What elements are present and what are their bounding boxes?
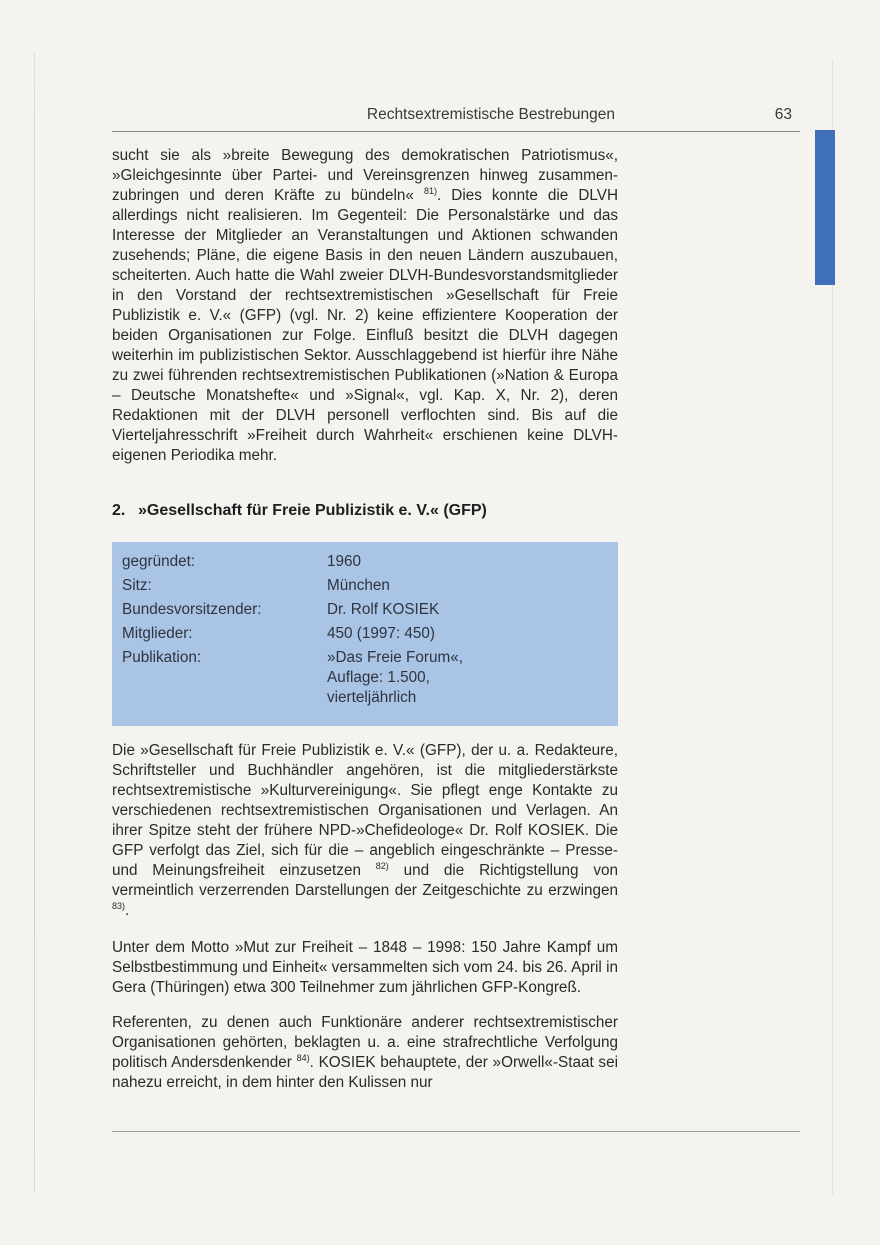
paragraph-speakers: [112, 1013, 618, 1093]
organization-info-box: [112, 542, 618, 726]
paragraph-text: Unter dem Motto »Mut zur Freiheit – 1848 – 1998: 150 Jahre Kampf um Selbstbestimmung und Einheit« versammelten sich vom 24. bis 26. April in Gera (Thüringen) etwa 300 Teilnehmer zum jährlichen GFP-Kongreß.: [112, 939, 618, 996]
footnote-ref: 82): [375, 860, 389, 871]
paragraph-text: .: [125, 902, 130, 919]
publication-title: »Das Freie Forum«,: [327, 649, 464, 666]
publication-frequency: vierteljährlich: [327, 689, 417, 706]
footnote-ref: 81): [423, 185, 437, 196]
paragraph-text: und die Richtigstellung von vermeintlich verzerrenden Darstellungen der Zeitgeschichte zu erzwingen: [112, 862, 618, 899]
info-value: Dr. Rolf KOSIEK: [327, 601, 440, 618]
footer-rule: [112, 1131, 800, 1132]
paragraph-text: Die »Gesellschaft für Freie Publizistik e. V.« (GFP), der u. a. Redakteure, Schriftsteller und Buchhändler angehören, ist die mitgliederstärkste rechtsextremistische »Kulturvereinigung«. Sie pflegt enge Kontakte zu verschiedenen rechtsextremistischen Organisationen und Verlagen. An ihrer Spitze steht der frühere NPD-»Chefideologe« Dr. Rolf KOSIEK. Die GFP verfolgt das Ziel, sich für die – angeblich eingeschränkte – Presse- und Meinungsfreiheit einzusetzen: [112, 742, 618, 879]
footnote-ref: 84): [296, 1052, 310, 1063]
info-label: Bundesvorsitzender:: [122, 601, 262, 618]
info-label: Publikation:: [122, 649, 202, 666]
running-title: Rechtsextremistische Bestrebungen: [366, 106, 615, 123]
section-title: »Gesellschaft für Freie Publizistik e. V.« (GFP): [138, 502, 487, 519]
paragraph-text: sucht sie als »breite Bewegung des demokratischen Patriotismus«, »Gleichgesinnte über Partei- und Vereinsgrenzen hinweg zusammenzubringen und deren Kräfte zu bündeln«: [112, 147, 618, 204]
chapter-tab-marker: [815, 130, 835, 285]
page-edge-left: [34, 52, 35, 1192]
footnote-ref: 83): [112, 900, 126, 911]
info-value: 450 (1997: 450): [327, 625, 436, 642]
publication-circulation: Auflage: 1.500,: [327, 669, 430, 686]
header-rule: [112, 131, 800, 132]
running-header: [112, 106, 800, 128]
paragraph-gfp-intro: [112, 741, 618, 921]
paragraph-text: Referenten, zu denen auch Funktionäre anderer rechtsextremistischer Organisationen gehörten, beklagten u. a. eine strafrechtliche Verfolgung politisch Andersdenkender: [112, 1014, 618, 1071]
info-label: Sitz:: [122, 577, 152, 594]
page-number: 63: [774, 106, 792, 123]
paragraph-text: . KOSIEK behauptete, der »Orwell«-Staat sei nahezu erreicht, in dem hinter den Kulissen nur: [112, 1054, 618, 1091]
section-heading: [112, 502, 618, 520]
info-value-publication: [327, 648, 607, 708]
paragraph-text: . Dies konnte die DLVH allerdings nicht realisieren. Im Gegenteil: Die Personalstärke und das Interesse der Mitglieder an Veranstaltungen und Aktionen schwanden zusehends; Pläne, die eigene Basis in den neuen Ländern auszubauen, scheiterten. Auch hatte die Wahl zweier DLVH-Bundesvorstandsmitglieder in den Vorstand der rechtsextremistischen »Gesellschaft für Freie Publizistik e. V.« (GFP) (vgl. Nr. 2) keine effizientere Kooperation der beiden Organisationen zur Folge. Einfluß besitzt die DLVH dagegen weiterhin im publizistischen Sektor. Ausschlaggebend ist hierfür ihre Nähe zu zwei führenden rechtsextremistischen Publikationen (»Nation & Europa – Deutsche Monatshefte« und »Signal«, vgl. Kap. X, Nr. 2), deren Redaktionen mit der DLVH personell verflochten sind. Bis auf die Vierteljahresschrift »Freiheit durch Wahrheit« erschienen keine DLVH-eigenen Periodika mehr.: [112, 187, 618, 464]
info-label: Mitglieder:: [122, 625, 193, 642]
info-label: gegründet:: [122, 553, 196, 570]
paragraph-congress: [112, 938, 618, 998]
info-value: 1960: [327, 553, 362, 570]
info-value: München: [327, 577, 390, 594]
section-number: 2.: [112, 502, 126, 519]
paragraph-dlvh: [112, 146, 618, 466]
